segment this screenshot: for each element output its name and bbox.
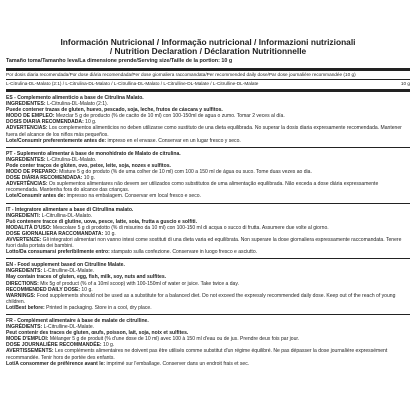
section-line-label: INGREDIENTES:: [6, 156, 46, 163]
section-line-text: Pode conter traços de glúten, ovo, peixe, leite, soja, nozes e sulfitos.: [6, 162, 171, 169]
table-header-text: Por dosis diaria recomendada/Por dose diária recomendada/Per dose giornaliera raccomandata/Per recommended daily dose/Par dose journalière recommandée (10 g): [6, 72, 356, 77]
section-line-text: Les compléments alimentaires ne doivent pas être utilisés comme substitut d'un régime équilibré. Ne pas dépasser la dose journalière expressément recommandée. Tenir hors de portée des enfants.: [6, 348, 388, 361]
section-line-text: 10 g.: [101, 342, 115, 349]
section-line-label: MODE D'EMPLOI:: [6, 336, 49, 343]
section-line-text: PT - Suplemento alimentar à base de monohidrato de Malato de citrulina.: [6, 150, 181, 157]
section-line-text: impreso en el envase. Conservar en un lugar fresco y seco.: [106, 137, 241, 144]
section-line-text: L-Citrulina-DL-Malato (2:1).: [45, 101, 109, 108]
section-line-text: Mélanger 5 g de produit (% d'une dose de 10 ml) avec 100 à 150 ml d'eau ou de jus. Prendre deux fois par jour.: [48, 336, 300, 343]
section-line-label: DOSIS DIARIA RECOMENDADA:: [6, 119, 84, 126]
section-line-label: WARNINGS:: [6, 292, 36, 299]
section-line-label: Lot/A consommer de préférence avant le:: [6, 360, 106, 367]
section-line: [6, 125, 410, 137]
section-line-text: L-Citrullina-DL-Malato.: [40, 212, 93, 219]
section-line-text: Gli integratori alimentari non vanno intesi come sostituti di una dieta varia ed equilibrata. Non superare la dose giornaliera espressamente raccomandata. Tenere fuori dalla portata dei bambini.: [6, 236, 402, 250]
section-line-text: L-Citrulina-DL-Malato.: [45, 156, 97, 163]
section-line: [6, 293, 410, 305]
section-line-text: IT - Integratore alimentare a base di Citrullina malato.: [6, 206, 134, 213]
section-line-text: L-Citrulline-DL-Malate.: [42, 324, 95, 331]
section-divider: [6, 147, 410, 148]
section-line-text: Peut contenir des traces de gluten, œufs, poisson, lait, soja, noix et sulfites.: [6, 330, 189, 337]
table-divider: [6, 79, 410, 80]
section-line-text: 10 g.: [80, 286, 93, 293]
section-line-text: imprimé sur l'emballage. Conserver dans un endroit frais et sec.: [105, 360, 250, 367]
language-sections: [6, 95, 410, 367]
section-line: [6, 181, 410, 193]
section-line-label: DOSE DIÁRIA RECOMENDADA:: [6, 175, 83, 182]
language-section: [6, 207, 410, 260]
header-title-line-2: / Nutrition Declaration / Déclaration Nutritionnelle: [109, 46, 307, 56]
section-line-label: AVERTISSEMENTS:: [6, 348, 54, 355]
serving-size: Tamaño toma/Tamanho leva/La dimensione prende/Serving size/Taille de la portion: 10 g: [6, 58, 233, 64]
language-section: [6, 151, 410, 204]
section-line-text: Mescolare 5 g di prodotto (% di misurino da 10 ml) con 100-150 ml di acqua o succo di frutta. Assumere due volte al giorno.: [51, 224, 329, 231]
thick-divider: [6, 68, 410, 71]
language-section: [6, 95, 410, 148]
section-line-label: MODALITÀ D'USO:: [6, 224, 52, 231]
section-line-text: Misture 5 g do produto (% de uma colher de 10 ml) com 100 a 150 ml de água ou suco. Tome duas vezes ao dia.: [57, 169, 312, 176]
table-data-row: [6, 81, 410, 87]
section-line: [6, 138, 410, 144]
section-line: [6, 361, 410, 367]
section-line-label: ADVERTÊNCIAS:: [6, 181, 48, 188]
section-line-text: Può contenere tracce di glutine, uova, pesce, latte, soia, frutta a guscio e solfiti.: [6, 218, 197, 225]
section-line-label: MODO DE PREPARO:: [6, 169, 58, 176]
section-line-label: Lote/Consumir preferentemente antes de:: [6, 137, 107, 144]
ingredient-amount-cell: 10 g: [400, 81, 410, 86]
section-line-label: INGREDIENTS:: [6, 268, 43, 275]
section-line-label: INGRÉDIENTS:: [6, 324, 43, 331]
section-line-text: ES - Complemento alimenticio a base de Citrulina Malato.: [6, 95, 144, 101]
section-line-text: Printed in packaging. Store in a cool, dry place.: [44, 304, 152, 311]
header-title-line-1: Información Nutricional / Informação nutricional / Informazioni nutrizionali: [60, 37, 356, 47]
section-line-text: Food supplements should not be used as a substitute for a balanced diet. Do not exceed the expressly recommended daily dose. Keep out of the reach of young children.: [6, 292, 396, 305]
section-line-label: Lotto/Da consumarsi preferibilmente entro:: [6, 249, 110, 256]
section-line: [6, 249, 410, 255]
section-line: [6, 237, 410, 249]
section-line-text: Puede contener trazas de gluten, huevo, pescado, soja, leche, frutos de cáscara y sulfitos.: [6, 107, 223, 114]
section-line-text: 10 g.: [83, 119, 97, 126]
section-line-text: FR - Complément alimentaire à base de malate de citrulline.: [6, 318, 149, 324]
section-line-text: stampato sulla confezione. Conservare in luogo fresco e asciutto.: [109, 249, 258, 256]
section-divider: [6, 314, 410, 315]
language-section: [6, 262, 410, 315]
section-line-label: Lote/Consumir antes de:: [6, 193, 66, 200]
section-line-text: EN - Food supplement based on Citrulline Malate.: [6, 262, 125, 269]
section-line-label: Lot/Best before:: [6, 304, 45, 311]
section-line-label: ADVERTENCIAS:: [6, 125, 48, 132]
section-line-label: DIRECTIONS:: [6, 280, 39, 287]
section-divider: [6, 258, 410, 259]
section-line-text: Mix 5g of product (% of a 10ml scoop) with 100-150ml of water or juice. Take twice a day.: [38, 280, 239, 287]
section-line-text: May contain traces of gluten, egg, fish, milk, soy, nuts and sulfites.: [6, 274, 167, 281]
section-line-label: INGREDIENTI:: [6, 212, 41, 219]
section-line-text: Mezclar 5 g de producto (% de cacito de 10 ml) con 100-150ml de agua o zumo. Tomar 2 veces al día.: [54, 113, 285, 120]
section-line: [6, 348, 410, 360]
section-line-label: RECOMMENDED DAILY DOSE:: [6, 286, 81, 293]
section-line-label: INGREDIENTES:: [6, 101, 46, 108]
section-line-text: L-Citrulline-DL-Malate.: [42, 268, 95, 275]
section-divider: [6, 203, 410, 204]
section-line-text: impresso na embalagem. Conservar em local fresco e seco.: [65, 193, 201, 200]
language-section: [6, 318, 410, 367]
section-line-label: AVVERTENZE:: [6, 236, 42, 243]
thick-divider-bottom: [6, 89, 410, 92]
section-line-text: 10 g.: [103, 230, 116, 237]
label-header: [6, 38, 410, 66]
section-line: [6, 193, 410, 199]
section-line-text: Los complementos alimenticios no deben utilizarse como sustituto de una dieta equilibrada. No superar la dosis diaria expresamente recomendada. Mantener fuera del alcance de los niños más pequeños.: [6, 125, 402, 138]
section-line: [6, 305, 410, 311]
section-line-label: DOSE GIORNALIERA RACCOMANDATA:: [6, 230, 104, 237]
section-line-label: MODO DE EMPLEO:: [6, 113, 55, 120]
table-header-row: [6, 72, 410, 78]
section-line-text: 10 g.: [82, 175, 95, 182]
section-line-text: Os suplementos alimentares não devem ser utilizados como substitutos de uma alimentação equilibrada. Não exceda a dose diária expressamente recomendada. Mantenha fora do alcance das crianças.: [6, 181, 379, 194]
section-line-label: DOSE JOURNALIÈRE RECOMMANDÉE:: [6, 342, 102, 349]
ingredient-name-cell: L-Citrulina-DL-Malato (2:1) / L-Citrulina-DL-Malato / L-Citrullina-DL-Malato / L-Citrulline-DL-Malate / L-Citrulline-DL-Malate: [6, 81, 259, 86]
